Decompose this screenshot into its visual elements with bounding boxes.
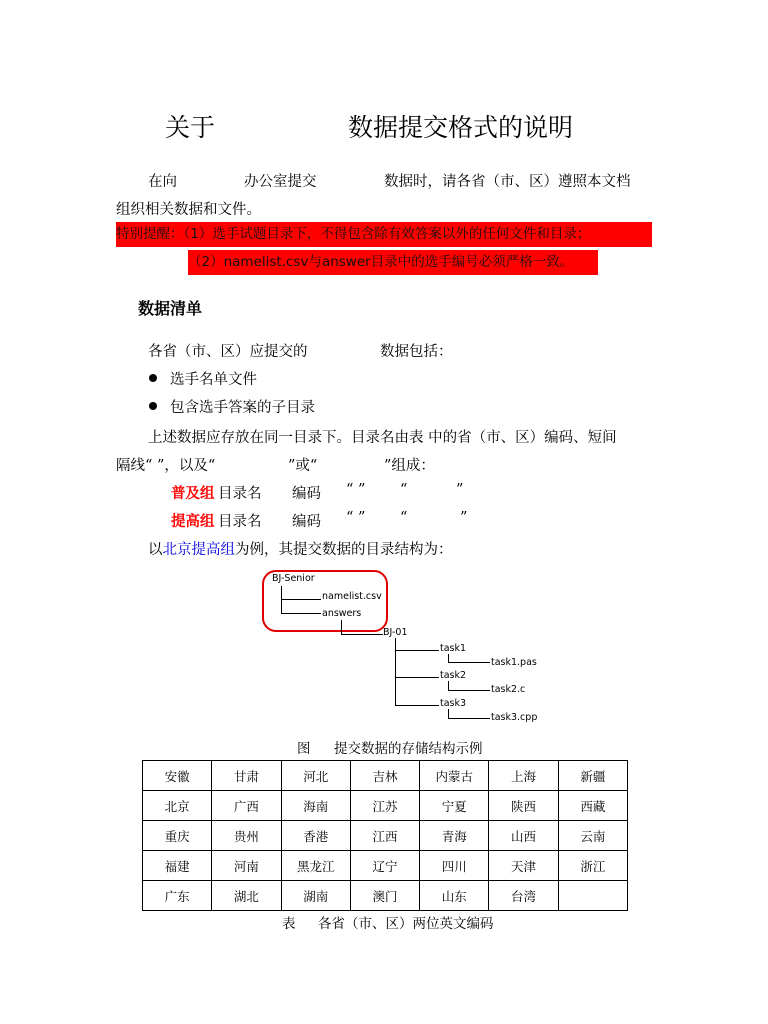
table-cell: 江西 [350, 821, 419, 851]
tree-line [395, 677, 439, 678]
tree-line [281, 599, 321, 600]
table-cell: 云南 [558, 821, 627, 851]
table-cell: 宁夏 [420, 791, 489, 821]
tree-task3-file: task3.cpp [491, 712, 538, 723]
table-cell: 湖南 [281, 881, 350, 911]
intro-part2: 办公室提交 [244, 174, 317, 190]
table-cell: 福建 [143, 851, 212, 881]
group-junior-code: 编码 [292, 486, 321, 502]
table-cell: 青海 [420, 821, 489, 851]
table-cell: 广东 [143, 881, 212, 911]
table-cell: 天津 [489, 851, 558, 881]
alert-line1: 特别提醒：（1）选手试题目录下，不得包含除有效答案以外的任何文件和目录； [116, 222, 652, 247]
table-cell: 安徽 [143, 761, 212, 791]
tree-line [395, 650, 439, 651]
table-cell: 浙江 [558, 851, 627, 881]
tree-subdir: BJ-01 [383, 627, 408, 638]
table-cell: 河北 [281, 761, 350, 791]
figure-caption-label: 图 [297, 741, 311, 757]
table-row [143, 881, 628, 911]
section-heading: 数据清单 [138, 299, 203, 318]
list-intro-part2: 数据包括： [380, 344, 453, 360]
table-cell: 北京 [143, 791, 212, 821]
table-cell: 重庆 [143, 821, 212, 851]
figure-caption-text: 提交数据的存储结构示例 [334, 741, 483, 757]
dir-desc-line2c: ”组成： [384, 458, 435, 474]
tree-line [341, 620, 342, 634]
table-cell: 西藏 [558, 791, 627, 821]
example-prefix: 以 [148, 542, 163, 558]
group-senior-q2: “ [400, 510, 408, 526]
table-row [143, 821, 628, 851]
table-cell: 山东 [420, 881, 489, 911]
table-caption-label: 表 [282, 916, 296, 932]
table-cell: 台湾 [489, 881, 558, 911]
tree-task2-file: task2.c [491, 684, 526, 695]
table-cell: 湖北 [212, 881, 281, 911]
table-cell: 新疆 [558, 761, 627, 791]
table-cell: 上海 [489, 761, 558, 791]
table-cell: 内蒙古 [420, 761, 489, 791]
list-intro-part1: 各省（市、区）应提交的 [148, 344, 308, 360]
table-cell [558, 881, 627, 911]
group-senior-q1: “ ” [346, 510, 366, 526]
table-cell: 甘肃 [212, 761, 281, 791]
tree-answers: answers [322, 608, 362, 619]
example-suffix: 为例，其提交数据的目录结构为： [235, 542, 453, 558]
tree-line [395, 705, 439, 706]
alert-line2: （2）namelist.csv与answer目录中的选手编号必须严格一致。 [188, 250, 598, 275]
table-cell: 黑龙江 [281, 851, 350, 881]
title-right: 数据提交格式的说明 [348, 113, 574, 142]
table-row [143, 851, 628, 881]
dir-desc-line2a: 隔线“ ”，以及“ [116, 458, 216, 474]
tree-line [448, 662, 490, 663]
table-cell: 陕西 [489, 791, 558, 821]
table-cell: 山西 [489, 821, 558, 851]
tree-namelist: namelist.csv [322, 591, 382, 602]
bullet-dot [149, 402, 157, 410]
group-junior-label: 目录名 [218, 486, 262, 502]
table-row [143, 761, 628, 791]
tree-task2: task2 [440, 670, 467, 681]
dir-desc-line2b: ”或“ [288, 458, 318, 474]
table-cell: 河南 [212, 851, 281, 881]
table-cell: 四川 [420, 851, 489, 881]
group-junior-q3: ” [456, 482, 464, 498]
table-cell: 香港 [281, 821, 350, 851]
example-highlight: 北京提高组 [162, 542, 235, 558]
table-cell: 海南 [281, 791, 350, 821]
group-junior-q2: “ [400, 482, 408, 498]
title-left: 关于 [165, 113, 216, 142]
table-row [143, 791, 628, 821]
tree-root: BJ-Senior [272, 573, 315, 584]
tree-task1: task1 [440, 643, 467, 654]
tree-line [448, 709, 449, 718]
bullet-item-answers: 包含选手答案的子目录 [170, 400, 315, 416]
tree-line [395, 638, 396, 705]
tree-line [448, 681, 449, 690]
table-cell: 江苏 [350, 791, 419, 821]
example-sentence [148, 538, 453, 559]
province-code-table-body [143, 761, 628, 911]
group-junior-q1: “ ” [346, 482, 366, 498]
group-senior-name: 提高组 [171, 514, 215, 530]
table-cell: 贵州 [212, 821, 281, 851]
table-caption-text: 各省（市、区）两位英文编码 [318, 916, 494, 932]
tree-line [281, 586, 282, 614]
tree-line [448, 718, 490, 719]
bullet-item-namelist: 选手名单文件 [170, 372, 257, 388]
tree-task1-file: task1.pas [491, 657, 537, 668]
group-senior-code: 编码 [292, 514, 321, 530]
intro-line2: 组织相关数据和文件。 [116, 202, 261, 218]
table-cell: 广西 [212, 791, 281, 821]
tree-line [341, 634, 383, 635]
tree-line [281, 613, 321, 614]
table-cell: 辽宁 [350, 851, 419, 881]
dir-desc-line1: 上述数据应存放在同一目录下。目录名由表 中的省（市、区）编码、短间 [148, 430, 617, 446]
group-senior-label: 目录名 [218, 514, 262, 530]
province-code-table [142, 760, 628, 911]
group-senior-q3: ” [460, 510, 468, 526]
table-cell: 澳门 [350, 881, 419, 911]
tree-task3: task3 [440, 698, 467, 709]
table-cell: 吉林 [350, 761, 419, 791]
group-junior-name: 普及组 [171, 486, 215, 502]
intro-part1: 在向 [148, 174, 177, 190]
intro-part3: 数据时，请各省（市、区）遵照本文档 [384, 174, 631, 190]
tree-line [448, 690, 490, 691]
bullet-dot [149, 374, 157, 382]
